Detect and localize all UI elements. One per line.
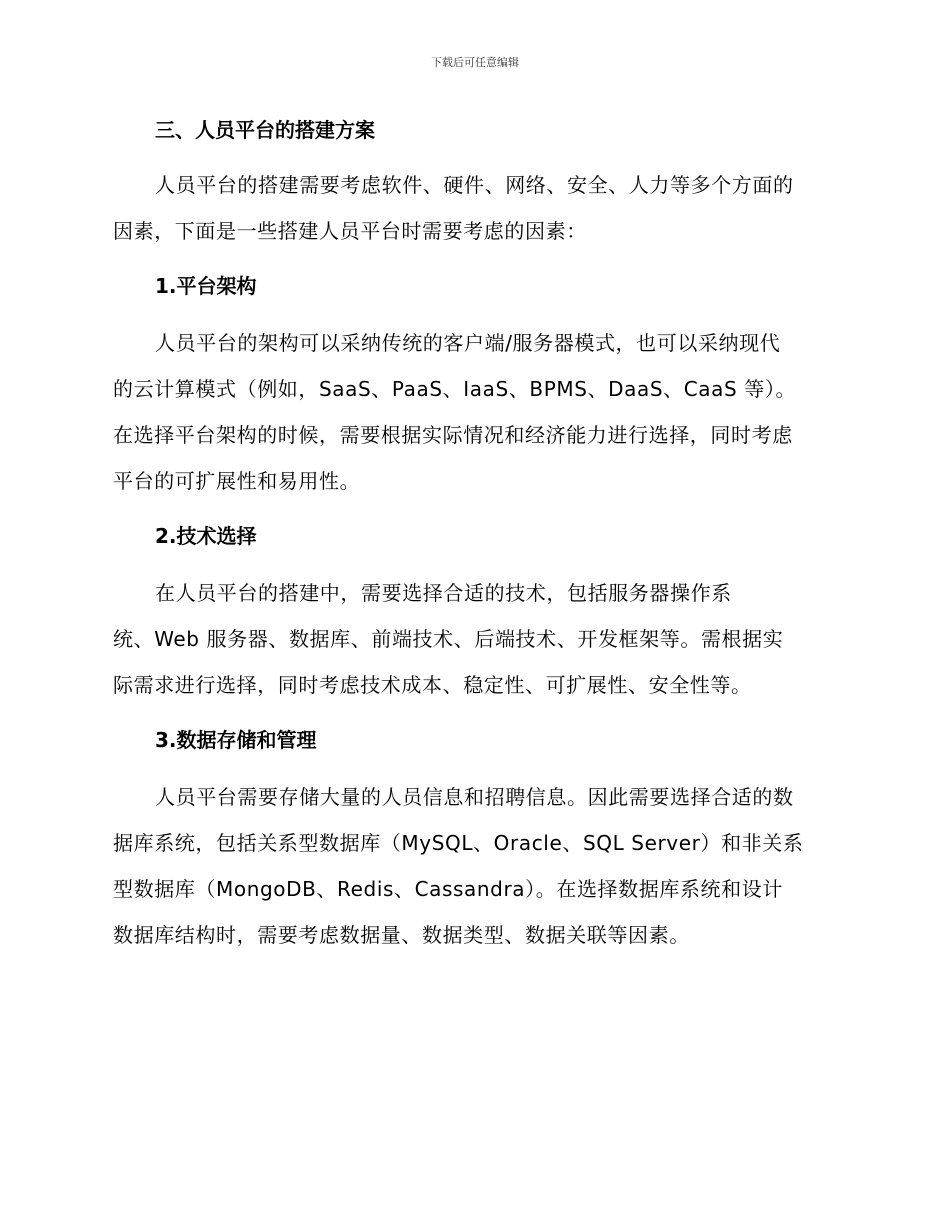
text-line: 人员平台需要存储大量的人员信息和招聘信息。因此需要选择合适的数 <box>155 785 794 809</box>
paragraph-technology-choice <box>113 570 833 708</box>
page-header: 下载后可任意编辑 <box>431 56 519 69</box>
text-line: 统、Web 服务器、数据库、前端技术、后端技术、开发框架等。需根据实 <box>113 627 784 651</box>
paragraph-data-storage <box>113 774 833 958</box>
text-line: 据库系统，包括关系型数据库（MySQL、Oracle、SQL Server）和非关系 <box>113 831 804 855</box>
text-line: 人员平台的架构可以采纳传统的客户端/服务器模式，也可以采纳现代 <box>155 331 781 355</box>
subsection-heading-data-storage: 3.数据存储和管理 <box>155 728 317 752</box>
text-line: 因素，下面是一些搭建人员平台时需要考虑的因素： <box>113 219 587 243</box>
text-line: 数据库结构时，需要考虑数据量、数据类型、数据关联等因素。 <box>113 923 690 947</box>
text-line: 型数据库（MongoDB、Redis、Cassandra）。在选择数据库系统和设计 <box>113 877 783 901</box>
subsection-heading-platform-architecture: 1.平台架构 <box>155 274 257 298</box>
paragraph-platform-architecture <box>113 320 833 504</box>
intro-paragraph <box>113 162 833 254</box>
text-line: 在人员平台的搭建中，需要选择合适的技术，包括服务器操作系 <box>155 581 732 605</box>
text-line: 人员平台的搭建需要考虑软件、硬件、网络、安全、人力等多个方面的 <box>155 173 794 197</box>
section-title: 三、人员平台的搭建方案 <box>155 118 375 142</box>
text-line: 的云计算模式（例如，SaaS、PaaS、IaaS、BPMS、DaaS、CaaS 等）。 <box>113 377 797 401</box>
text-line: 平台的可扩展性和易用性。 <box>113 469 361 493</box>
text-line: 际需求进行选择，同时考虑技术成本、稳定性、可扩展性、安全性等。 <box>113 673 752 697</box>
document-body <box>113 108 833 958</box>
subsection-heading-technology-choice: 2.技术选择 <box>155 524 257 548</box>
text-line: 在选择平台架构的时候，需要根据实际情况和经济能力进行选择，同时考虑 <box>113 423 793 447</box>
